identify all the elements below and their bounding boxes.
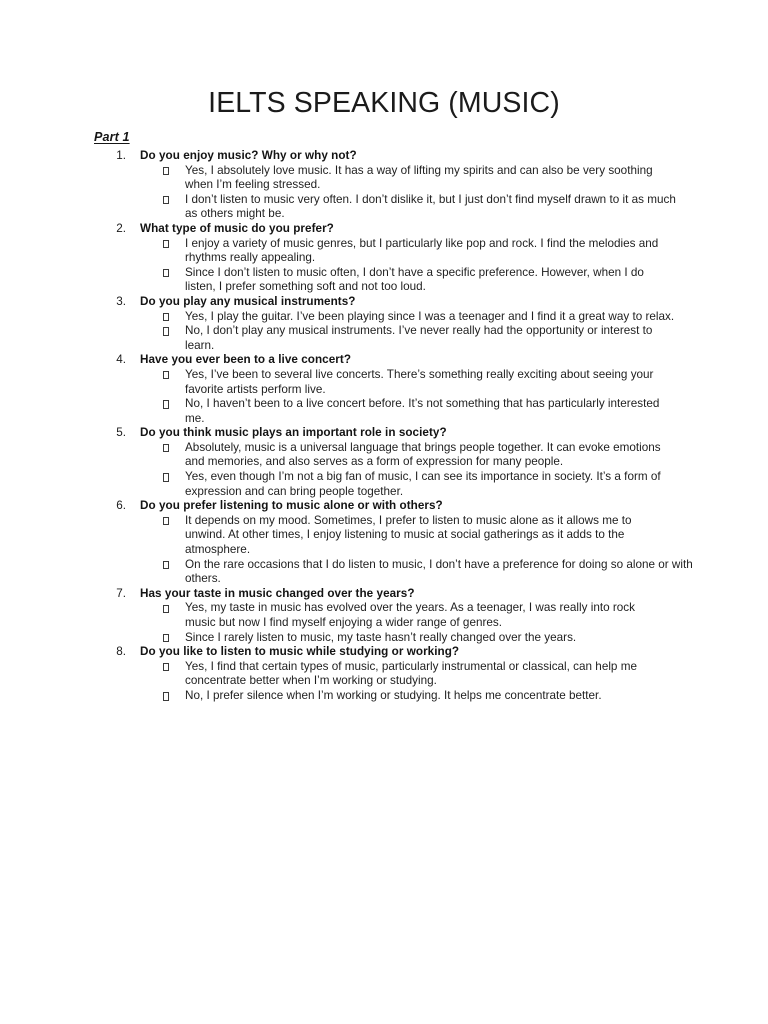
bullet-box-icon [163, 313, 169, 321]
answer-list [140, 237, 768, 295]
bullet-box-icon [163, 167, 169, 175]
bullet-box-icon [163, 371, 169, 379]
question-text: Has your taste in music changed over the years? [140, 586, 415, 600]
answer-list [140, 514, 768, 587]
answer-list [140, 601, 768, 645]
answer-item [140, 310, 719, 325]
answer-text: Yes, even though I’m not a big fan of music, I can see its importance in society. It’s a form of expression and can bring people together. [185, 470, 661, 498]
answer-item [140, 237, 672, 266]
bullet-box-icon [163, 269, 169, 277]
bullet-box-icon [163, 240, 169, 248]
question-number: 4. [116, 353, 126, 367]
bullet-box-icon [163, 634, 169, 642]
answer-text: Since I don’t listen to music often, I don’t have a specific preference. However, when I do listen, I prefer something soft and not too loud. [185, 265, 644, 294]
answer-item [140, 631, 681, 646]
answer-text: No, I don’t play any musical instruments. I’ve never really had the opportunity or interest to learn. [185, 324, 653, 352]
bullet-box-icon [163, 196, 169, 204]
answer-item [140, 470, 672, 499]
question-number: 1. [116, 149, 126, 162]
bullet-box-icon [163, 692, 169, 700]
bullet-box-icon [163, 327, 169, 335]
answer-item [140, 266, 663, 295]
question-number: 5. [116, 426, 126, 440]
bullet-box-icon [163, 605, 169, 613]
answer-text: I don’t listen to music very often. I don’t dislike it, but I just don’t find myself drawn to it as much as others might be. [185, 192, 676, 221]
answer-item [140, 368, 681, 397]
question-item [0, 426, 768, 499]
question-number: 2. [116, 221, 126, 235]
answer-text: On the rare occasions that I do listen to music, I don’t have a preference for doing so alone or with others. [185, 557, 693, 586]
answer-text: Since I rarely listen to music, my taste hasn’t really changed over the years. [185, 630, 577, 644]
question-text: Do you like to listen to music while studying or working? [140, 645, 460, 659]
answer-list [140, 660, 768, 704]
question-number: 6. [116, 499, 126, 513]
answer-list [140, 368, 768, 426]
answer-list [140, 441, 768, 499]
question-number: 3. [116, 294, 126, 308]
question-item [0, 222, 768, 295]
question-item [0, 499, 768, 587]
answer-text: Yes, my taste in music has evolved over the years. As a teenager, I was really into rock music but now I find myself enjoying a wider range of genres. [185, 601, 635, 629]
bullet-box-icon [163, 473, 169, 481]
question-text: Do you play any musical instruments? [140, 294, 356, 308]
question-text: Do you enjoy music? Why or why not? [140, 149, 357, 162]
answer-text: Yes, I play the guitar. I’ve been playing since I was a teenager and I find it a great way to relax. [185, 309, 675, 323]
answer-item [140, 397, 674, 426]
question-text: Have you ever been to a live concert? [140, 353, 352, 367]
question-item [0, 295, 768, 353]
bullet-box-icon [163, 400, 169, 408]
question-item [0, 353, 768, 426]
answer-item [140, 164, 674, 193]
bullet-box-icon [163, 561, 169, 569]
answer-item [140, 324, 655, 353]
bullet-box-icon [163, 444, 169, 452]
answer-item [140, 514, 663, 558]
answer-text: Yes, I’ve been to several live concerts. There’s something really exciting about seeing your favorite artists perform live. [185, 367, 654, 396]
answer-text: No, I prefer silence when I’m working or studying. It helps me concentrate better. [185, 688, 602, 702]
question-text: Do you prefer listening to music alone or with others? [140, 499, 443, 513]
page-title: IELTS SPEAKING (MUSIC) [208, 87, 560, 119]
question-text: Do you think music plays an important role in society? [140, 426, 447, 440]
answer-item [140, 601, 655, 630]
answer-list [140, 164, 768, 222]
answer-item [140, 660, 674, 689]
question-item [0, 645, 768, 703]
answer-list [140, 310, 768, 354]
bullet-box-icon [163, 663, 169, 671]
answer-text: No, I haven’t been to a live concert before. It’s not something that has particularly interested me. [185, 397, 660, 425]
question-item [0, 587, 768, 645]
answer-text: Absolutely, music is a universal language that brings people together. It can evoke emotions and memories, and also serves as a form of expression for many people. [185, 440, 661, 469]
question-number: 7. [116, 586, 126, 600]
answer-item [140, 193, 677, 222]
question-item [0, 149, 768, 222]
answer-text: Yes, I find that certain types of music, particularly instrumental or classical, can help me concentrate better when I’m working or studying. [185, 659, 637, 688]
question-text: What type of music do you prefer? [140, 221, 334, 235]
answer-item [140, 441, 677, 470]
answer-text: It depends on my mood. Sometimes, I prefer to listen to music alone as it allows me to unwind. At other times, I enjoy listening to music at social gatherings as it adds to the atmosphere. [185, 513, 632, 557]
answer-text: Yes, I absolutely love music. It has a way of lifting my spirits and can also be very soothing when I’m feeling stressed. [185, 163, 653, 192]
answer-item [140, 689, 677, 704]
bullet-box-icon [163, 517, 169, 525]
section-heading-part-1: Part 1 [94, 130, 130, 144]
question-number: 8. [116, 645, 126, 659]
answer-item [140, 558, 719, 587]
question-answer-list [0, 149, 768, 704]
answer-text: I enjoy a variety of music genres, but I particularly like pop and rock. I find the melodies and rhythms really appealing. [185, 236, 659, 265]
